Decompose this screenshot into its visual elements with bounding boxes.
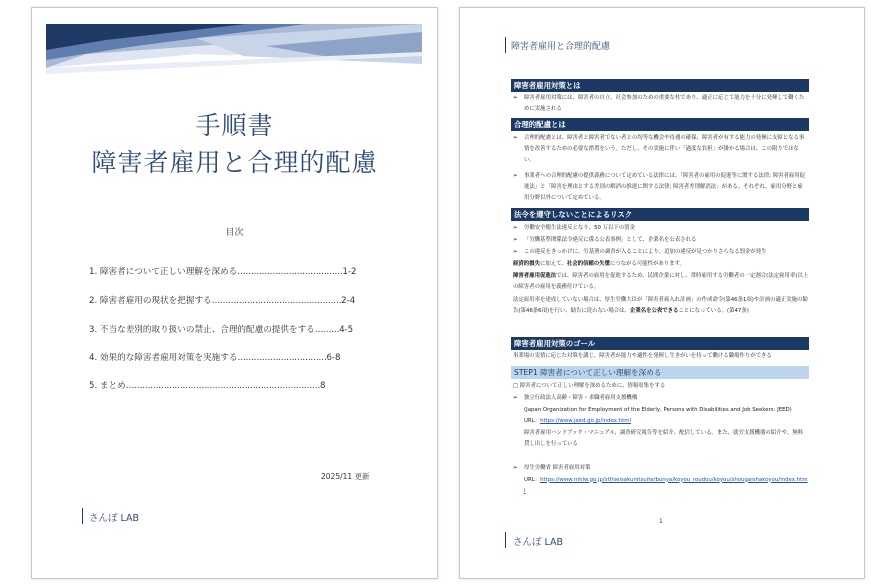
arrowhead-bullet-icon: ➢ [513, 135, 518, 141]
emphasis: 企業名を公表できる [629, 308, 679, 314]
step-heading: STEP1 障害者について正しい理解を深める [511, 366, 809, 379]
section-heading: 合理的配慮とは [511, 118, 809, 131]
toc-item-dots: ……… [314, 325, 340, 335]
section-heading: 障害者雇用対策とは [511, 79, 809, 92]
toc-item[interactable] [89, 265, 357, 277]
section-heading: 法令を遵守しないことによるリスク [511, 208, 809, 221]
bullet-text: 「労働基準関係法令違反に係る公表事例」として、企業名を公表される [524, 237, 697, 243]
section-heading: 障害者雇用対策のゴール [511, 337, 809, 350]
emphasis: 経済的損失 [513, 261, 540, 267]
brand-name: さんぽ LAB [89, 513, 140, 524]
toc-item-dots: ………………………………… [237, 267, 343, 277]
toc-item[interactable] [89, 294, 355, 306]
toc-item-label: 2. 障害者雇用の現状を把握する [89, 296, 212, 306]
resource-url-line [524, 475, 808, 498]
toc-item-dots: …………………………… [237, 353, 327, 363]
emphasis: 社会的信頼の失墜 [566, 261, 610, 267]
resource-link[interactable]: https://www.jeed.go.jp/index.html [540, 418, 631, 424]
cover-title-line2: 障害者雇用と合理的配慮 [91, 148, 378, 177]
resource-name: 独立行政法人高齢・障害・求職者雇用支援機構 [524, 395, 638, 401]
page-number: 1 [659, 518, 663, 525]
toc-item-pages: 6-8 [326, 353, 341, 363]
toc-item-label: 1. 障害者について正しい理解を深める [89, 267, 238, 277]
bullet-text: 合理的配慮とは、障害者と障害者でない者との均等な機会や待遇の確保、障害者が有する能力の発揮に支障となる事情を改善するための必要な措置をいう。ただし、その実施に伴い「過度な負担」が掛かる場合は、この限りではない。 [524, 135, 805, 163]
text: では、障害者の雇用を促進するため、民間企業に対し、常時雇用する労働者の一定割合(法定雇用率)以上の障害者の雇用を義務付けている。 [513, 273, 809, 290]
brand-divider [82, 508, 83, 524]
text: に加えて、 [539, 261, 567, 267]
toc-item-label: 3. 不当な差別的取り扱いの禁止、合理的配慮の提供をする [89, 325, 315, 335]
toc-item-dots: ………………………………………… [211, 296, 342, 306]
arrowhead-bullet-icon: ➢ [513, 395, 518, 401]
arrowhead-bullet-icon: ➢ [513, 173, 518, 179]
page-header: 障害者雇用と合理的配慮 [511, 42, 611, 52]
toc-item[interactable] [89, 323, 353, 335]
paragraph: 事業場の実情に応じた対策を講じ、障害者が能力や適性を発揮し生きがいを持って働ける職場作りができる [513, 353, 772, 359]
resource-link[interactable]: https://www.mhlw.go.jp/stf/seisakunitsuite/bunya/koyou_roudou/koyou/shougaishakoyou/index.html [524, 476, 808, 494]
header-divider [505, 37, 506, 53]
brand-name: さんぽ LAB [513, 537, 564, 548]
paragraph [513, 295, 809, 317]
cover-page [31, 7, 438, 579]
toc-heading: 目次 [225, 228, 244, 238]
arrowhead-bullet-icon: ➢ [513, 225, 518, 231]
bullet-text: 事業者への合理的配慮の提供義務について定めている法律には、「障害者の雇用の促進等に関する法律; 障害者雇用促進法」と「障害を理由とする差別の解消の推進に関する法律; 障害者差別解消法」がある。それぞれ、雇用分野と雇用分野以外について定めている。 [524, 173, 806, 201]
brand-divider [505, 532, 506, 548]
toc-item-label: 4. 効果的な障害者雇用対策を実施する [89, 353, 238, 363]
updated-date: 2025/11 更新 [321, 472, 370, 481]
content-page [459, 7, 865, 579]
arrowhead-bullet-icon: ➢ [513, 465, 518, 471]
bullet-text: 障害者雇用対策には、障害者の自立、社会参加のための重要な柱であり、適正に応じて能力を十分に発揮して働くために実施される [524, 95, 805, 112]
cover-banner [46, 24, 422, 88]
resource-name: 厚生労働省 障害者雇用対策 [524, 465, 591, 471]
url-label: URL： [524, 476, 541, 483]
toc-item-pages: 8 [319, 381, 326, 391]
toc-item-pages: 4-5 [339, 325, 354, 335]
toc-item-dots: ……………………………………………………………… [125, 381, 320, 391]
resource-english-name: (Japan Organization for Employment of the Elderly, Persons with Disabilities and Job Seekers: JEED) [524, 406, 792, 413]
toc-item-pages: 2-4 [341, 296, 356, 306]
resource-block [524, 393, 808, 451]
toc-item-pages: 1-2 [342, 267, 357, 277]
paragraph [513, 271, 809, 293]
checkbox-item[interactable]: □ 障害者について正しい理解を深めるために、情報収集をする [513, 383, 666, 389]
resource-url-line [524, 416, 808, 428]
toc-item-label: 5. まとめ [89, 381, 126, 391]
bullet-text: 労働安全衛生法違反となり、50 万以下の罰金 [524, 225, 635, 231]
emphasis: 障害者雇用促進法 [513, 273, 557, 279]
arrowhead-bullet-icon: ➢ [513, 95, 518, 101]
bullet-text: この違反をきっかけに、労基署の調査が入ることにより、追加の違反が見つかりさらなる罰金が発生 [524, 249, 767, 255]
resource-block [524, 463, 808, 498]
resource-description: 障害者雇用ハンドブック・マニュアル、調査研究報告等を紹介、配信している。また、就労支援機器の紹介や、無料貸し出しを行っている [524, 429, 804, 447]
arrowhead-bullet-icon: ➢ [513, 249, 518, 255]
paragraph [513, 259, 809, 270]
text: 法定雇用率を達成していない場合は、厚生労働大臣が「障害者雇入れ計画」の作成命令(第46条1項)や計画の適正実施の勧告(第46条6項)を行い、勧告に従わない場合は、 [513, 297, 808, 314]
arrowhead-bullet-icon: ➢ [513, 237, 518, 243]
cover-title-line1: 手順書 [195, 111, 274, 140]
toc-item[interactable] [89, 351, 341, 363]
text: につながる可能性があります。 [609, 261, 685, 267]
text: ことになっている。(第47条) [678, 308, 749, 314]
url-label: URL： [524, 418, 541, 424]
toc-item[interactable] [89, 379, 325, 391]
